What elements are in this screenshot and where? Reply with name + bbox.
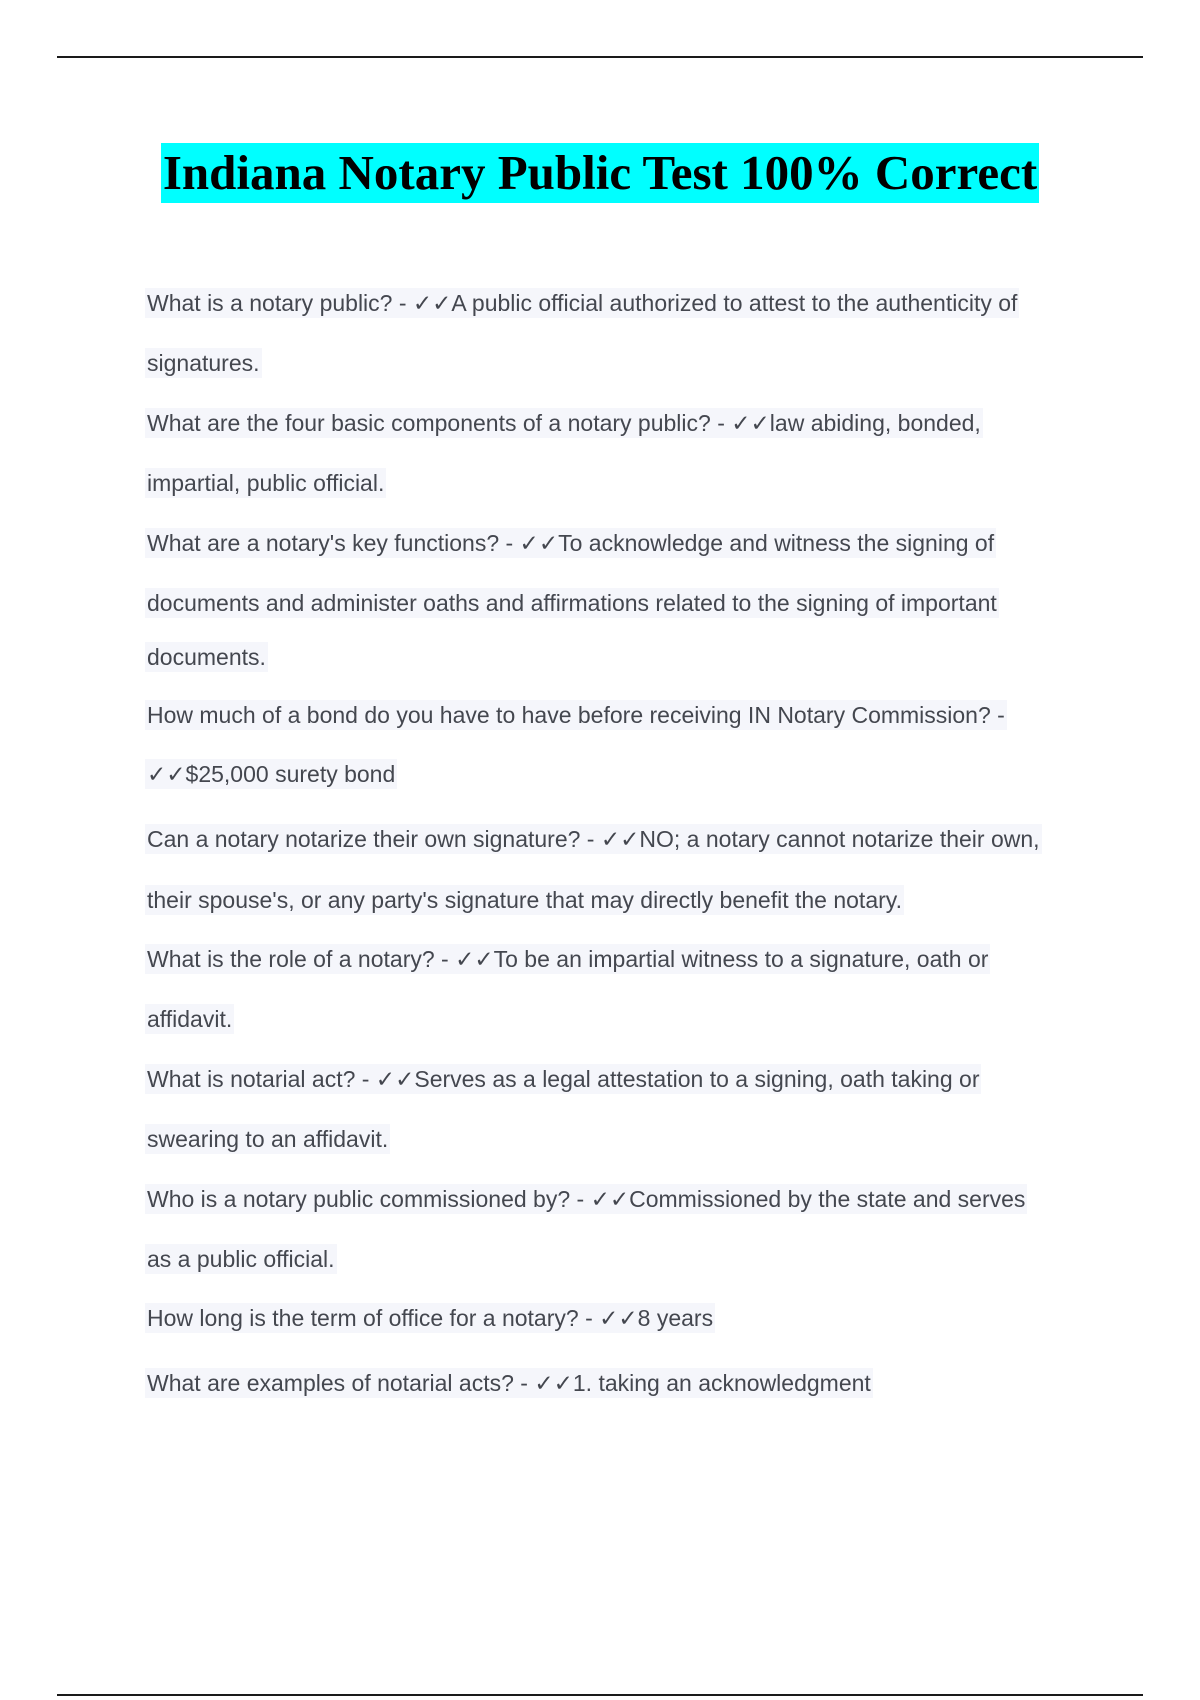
qa-item-1 (145, 288, 1090, 378)
page-title: Indiana Notary Public Test 100% Correct (161, 143, 1039, 203)
qa-line: Who is a notary public commissioned by? - ✓✓Commissioned by the state and serves (147, 1186, 1026, 1212)
bottom-rule (57, 1694, 1143, 1696)
qa-item-6 (145, 944, 1090, 1034)
qa-line: impartial, public official. (147, 470, 385, 496)
qa-item-4 (145, 700, 1090, 789)
qa-line: swearing to an affidavit. (147, 1126, 389, 1152)
qa-line: documents and administer oaths and affirmations related to the signing of important (147, 590, 997, 616)
qa-item-10 (145, 1368, 1090, 1398)
qa-item-3 (145, 528, 1090, 672)
qa-line: documents. (147, 644, 266, 670)
qa-line: What is the role of a notary? - ✓✓To be an impartial witness to a signature, oath or (147, 946, 989, 972)
top-rule (57, 56, 1143, 58)
qa-item-2 (145, 408, 1090, 498)
qa-line: Can a notary notarize their own signature? - ✓✓NO; a notary cannot notarize their own, (147, 826, 1040, 852)
qa-line: affidavit. (147, 1006, 233, 1032)
qa-line: How much of a bond do you have to have before receiving IN Notary Commission? - (147, 702, 1005, 728)
qa-item-9 (145, 1303, 1090, 1333)
qa-line: What is a notary public? - ✓✓A public official authorized to attest to the authenticity of (147, 290, 1018, 316)
qa-line: ✓✓$25,000 surety bond (147, 761, 396, 787)
qa-item-5 (145, 824, 1090, 915)
qa-line: as a public official. (147, 1246, 335, 1272)
qa-line: What are the four basic components of a notary public? - ✓✓law abiding, bonded, (147, 410, 981, 436)
title-block (0, 143, 1200, 203)
qa-line: How long is the term of office for a notary? - ✓✓8 years (147, 1305, 714, 1331)
qa-line: their spouse's, or any party's signature that may directly benefit the notary. (147, 887, 902, 913)
qa-item-7 (145, 1064, 1090, 1154)
qa-line: What is notarial act? - ✓✓Serves as a legal attestation to a signing, oath taking or (147, 1066, 980, 1092)
qa-item-8 (145, 1184, 1090, 1274)
qa-line: What are examples of notarial acts? - ✓✓1. taking an acknowledgment (147, 1370, 871, 1396)
qa-line: What are a notary's key functions? - ✓✓To acknowledge and witness the signing of (147, 530, 995, 556)
qa-line: signatures. (147, 350, 260, 376)
